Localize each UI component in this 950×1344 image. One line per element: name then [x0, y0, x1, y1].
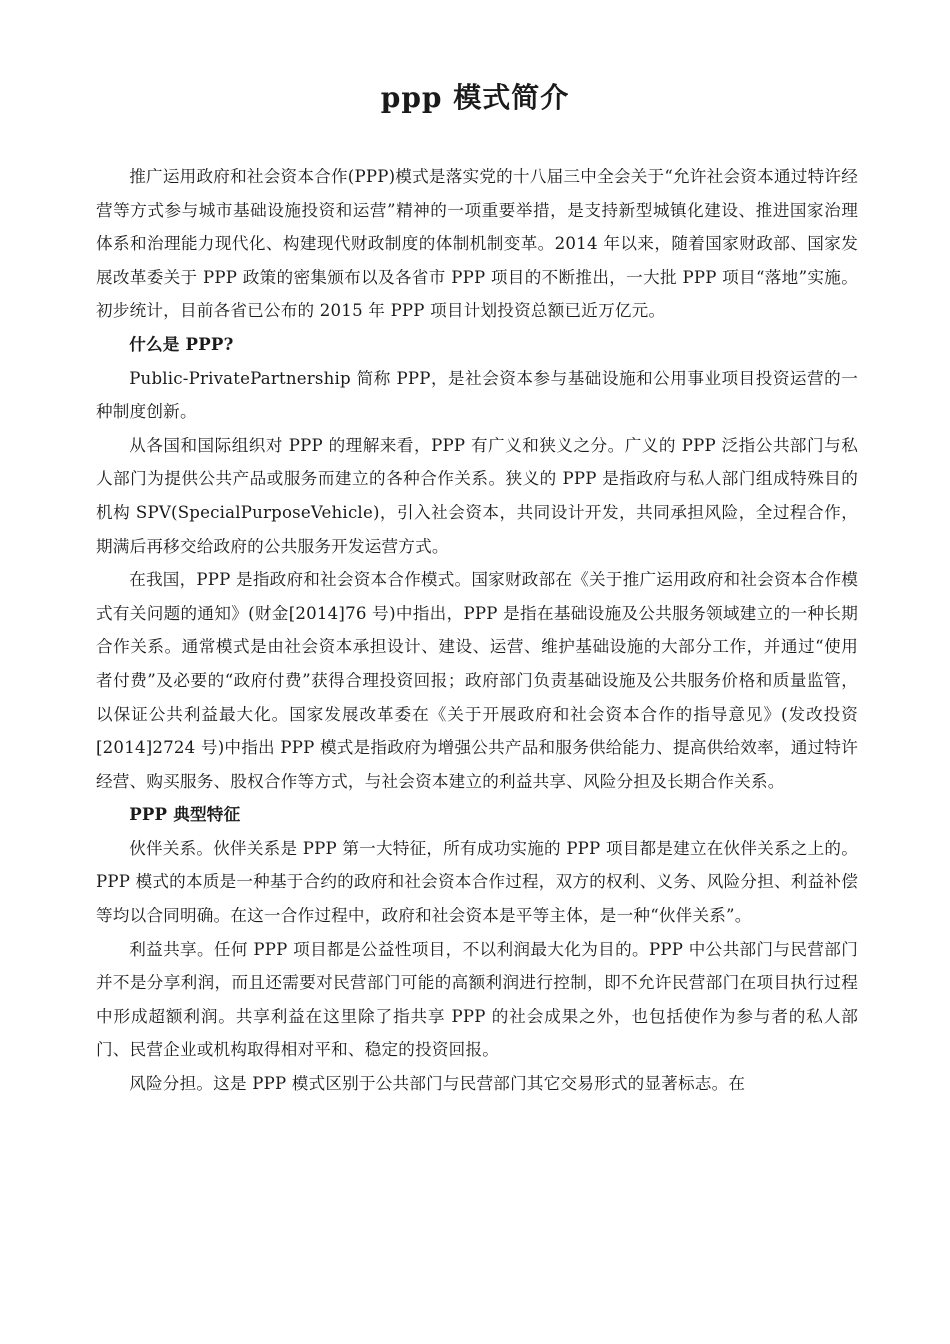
document-body: [96, 160, 858, 1101]
paragraph-china-policy: 在我国，PPP 是指政府和社会资本合作模式。国家财政部在《关于推广运用政府和社会资本合作模式有关问题的通知》(财金[2014]76 号)中指出，PPP 是指在基础设施及公共服务领域建立的一种长期合作关系。通常模式是由社会资本承担设计、建设、运营、维护基础设施的大部分工作，并通过“使用者付费”及必要的“政府付费”获得合理投资回报；政府部门负责基础设施及公共服务价格和质量监管，以保证公共利益最大化。国家发展改革委在《关于开展政府和社会资本合作的指导意见》(发改投资[2014]2724 号)中指出 PPP 模式是指政府为增强公共产品和服务供给能力、提高供给效率，通过特许经营、购买服务、股权合作等方式，与社会资本建立的利益共享、风险分担及长期合作关系。: [96, 570, 858, 791]
paragraph-partnership: 伙伴关系。伙伴关系是 PPP 第一大特征，所有成功实施的 PPP 项目都是建立在伙伴关系之上的。PPP 模式的本质是一种基于合约的政府和社会资本合作过程，双方的权利、义务、风险分担、利益补偿等均以合同明确。在这一合作过程中，政府和社会资本是平等主体，是一种“伙伴关系”。: [96, 838, 858, 926]
paragraph-risk-sharing: 风险分担。这是 PPP 模式区别于公共部门与民营部门其它交易形式的显著标志。在: [129, 1074, 746, 1094]
section-heading-what-is-ppp: 什么是 PPP?: [129, 333, 234, 354]
document-title: ppp 模式简介: [380, 81, 570, 114]
paragraph-intro: 推广运用政府和社会资本合作(PPP)模式是落实党的十八届三中全会关于“允许社会资本通过特许经营等方式参与城市基础设施投资和运营”精神的一项重要举措，是支持新型城镇化建设、推进国家治理体系和治理能力现代化、构建现代财政制度的体制机制变革。2014 年以来，随着国家财政部、国家发展改革委关于 PPP 政策的密集颁布以及各省市 PPP 项目的不断推出，一大批 PPP 项目“落地”实施。初步统计，目前各省已公布的 2015 年 PPP 项目计划投资总额已近万亿元。: [96, 167, 858, 321]
paragraph-broad-narrow: 从各国和国际组织对 PPP 的理解来看，PPP 有广义和狭义之分。广义的 PPP 泛指公共部门与私人部门为提供公共产品或服务而建立的各种合作关系。狭义的 PPP 是指政府与私人部门组成特殊目的机构 SPV(SpecialPurposeVehicle)，引入社会资本，共同设计开发，共同承担风险，全过程合作，期满后再移交给政府的公共服务开发运营方式。: [96, 435, 858, 556]
paragraph-definition: Public-PrivatePartnership 简称 PPP，是社会资本参与基础设施和公用事业项目投资运营的一种制度创新。: [96, 368, 858, 422]
paragraph-benefit-sharing: 利益共享。任何 PPP 项目都是公益性项目，不以利润最大化为目的。PPP 中公共部门与民营部门并不是分享利润，而且还需要对民营部门可能的高额利润进行控制，即不允许民营部门在项目执行过程中形成超额利润。共享利益在这里除了指共享 PPP 的社会成果之外，也包括使作为参与者的私人部门、民营企业或机构取得相对平和、稳定的投资回报。: [96, 939, 858, 1060]
section-heading-features: PPP 典型特征: [129, 804, 241, 825]
